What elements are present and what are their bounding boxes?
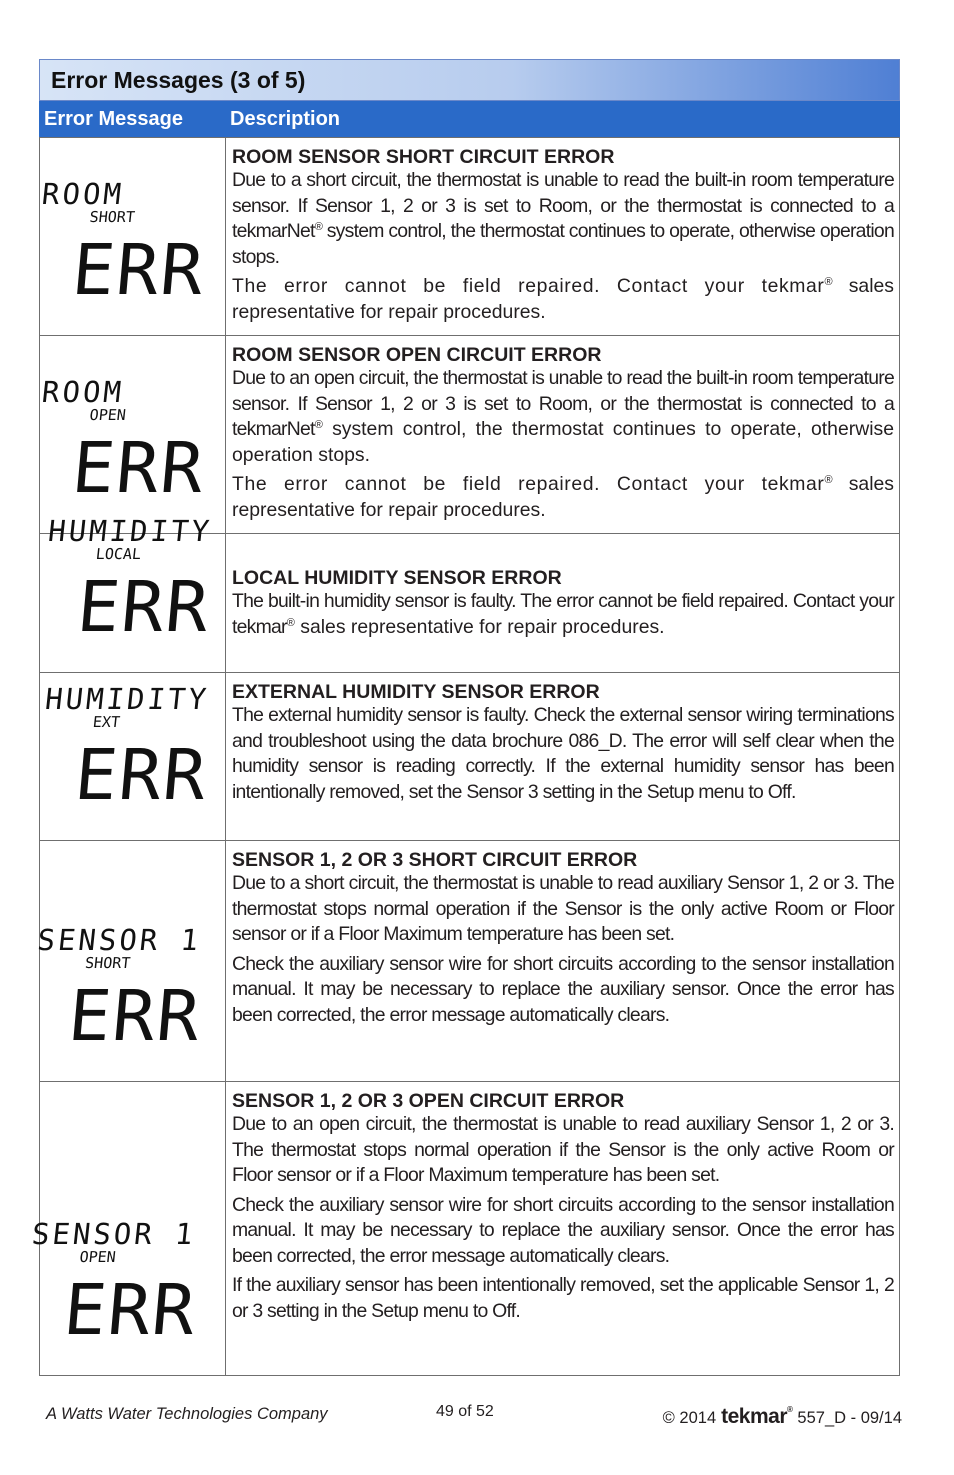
description-paragraph: The external humidity sensor is faulty. Check the external sensor wiring terminations and troubleshoot using the data brochure 086_D. The error will self clear when the humidity sensor is reading correctly. If the external humidity sensor has been intentionally removed, set the Sensor 3 setting in the Setup menu to Off. — [232, 704, 894, 803]
column-header-error-message: Error Message — [44, 107, 183, 130]
lcd-display-cell — [35, 841, 226, 1082]
tekmar-logo: tekmar® — [721, 1405, 793, 1428]
section-title: Error Messages (3 of 5) — [51, 66, 306, 93]
description-cell — [226, 336, 900, 534]
column-header-row — [39, 101, 900, 137]
column-header-description: Description — [230, 107, 341, 130]
description-paragraph: If the auxiliary sensor has been intentionally removed, set the applicable Sensor 1, 2 or 3 setting in the Setup menu to Off. — [232, 1274, 894, 1322]
copyright: © 2014 — [662, 1409, 717, 1427]
lcd-top-label: ROOM — [40, 375, 126, 409]
lcd-sub-label: SHORT — [88, 208, 136, 226]
error-rows — [30, 137, 900, 1376]
description-paragraph: Check the auxiliary sensor wire for short circuits according to the sensor installation manual. It may be necessary to replace the auxiliary sensor. Once the error has been corrected, the error message automatically clears. — [232, 952, 894, 1026]
lcd-top-label: SENSOR 1 — [35, 923, 203, 957]
lcd-err-code: ERR — [60, 1269, 201, 1351]
lcd-top-label: HUMIDITY — [43, 682, 211, 716]
description-paragraph: Due to an open circuit, the thermostat is unable to read the built-in room temperature sensor. If Sensor 1, 2 or 3 is set to Room, or the thermostat is connected to a tekmarNet® system control, the thermostat continues to operate, otherwise operation stops. — [232, 367, 894, 466]
lcd-sub-label: EXT — [91, 713, 121, 731]
lcd-top-label: SENSOR 1 — [30, 1217, 198, 1251]
lcd-display-cell — [40, 514, 226, 673]
table-row — [40, 336, 900, 534]
lcd-err-code: ERR — [74, 566, 214, 648]
lcd-sub-label: SHORT — [84, 954, 132, 972]
lcd-err-code: ERR — [68, 427, 209, 509]
lcd-display-cell — [40, 336, 226, 534]
page-footer — [46, 1403, 902, 1433]
lcd-sub-label: OPEN — [78, 1248, 117, 1266]
description-paragraph: Due to a short circuit, the thermostat is unable to read the built-in room temperature sensor. If Sensor 1, 2 or 3 is set to Room, or the thermostat is connected to a tekmarNet® system control, the thermostat continues to operate, otherwise operation stops. — [232, 169, 894, 268]
description-cell — [226, 841, 900, 1082]
footer-right — [663, 1405, 902, 1429]
description-paragraph: The error cannot be field repaired. Contact your tekmar® sales representative for repair procedures. — [232, 275, 895, 323]
lcd-display-room-short — [40, 138, 225, 336]
error-heading: EXTERNAL HUMIDITY SENSOR ERROR — [232, 681, 600, 703]
lcd-display-room-open — [40, 336, 225, 534]
lcd-err-code: ERR — [65, 975, 205, 1057]
lcd-sub-label: OPEN — [88, 406, 127, 424]
description-paragraph: Due to a short circuit, the thermostat is unable to read auxiliary Sensor 1, 2 or 3. The thermostat stops normal operation if the Sensor is the only active Room or Floor sensor or if a Floor Maximum temperature has been set. — [232, 872, 894, 945]
error-heading: SENSOR 1, 2 OR 3 OPEN CIRCUIT ERROR — [232, 1090, 625, 1112]
description-paragraph: The error cannot be field repaired. Contact your tekmar® sales representative for repair procedures. — [232, 473, 895, 521]
error-heading: ROOM SENSOR SHORT CIRCUIT ERROR — [232, 146, 615, 168]
document-code: 557_D - 09/14 — [797, 1409, 902, 1427]
lcd-display-cell — [40, 673, 226, 841]
description-cell — [226, 673, 900, 841]
table-row — [40, 534, 900, 673]
error-messages-table — [30, 59, 900, 1376]
lcd-top-label: ROOM — [40, 177, 126, 211]
lcd-top-label: HUMIDITY — [46, 514, 214, 548]
lcd-display-humidity-local — [40, 514, 225, 673]
lcd-err-code: ERR — [68, 229, 209, 311]
description-paragraph: Check the auxiliary sensor wire for short circuits according to the sensor installation manual. It may be necessary to replace the auxiliary sensor. Once the error has been corrected, the error message automatically clears. — [232, 1193, 894, 1267]
lcd-err-code: ERR — [71, 734, 212, 816]
error-heading: ROOM SENSOR OPEN CIRCUIT ERROR — [232, 344, 602, 366]
table-row — [40, 673, 900, 841]
error-heading: LOCAL HUMIDITY SENSOR ERROR — [232, 567, 562, 589]
description-cell — [226, 534, 900, 673]
lcd-display-cell — [40, 138, 226, 336]
lcd-display-sensor1-open — [30, 1082, 225, 1376]
table-row — [40, 138, 900, 336]
table-row — [40, 1082, 900, 1376]
page-number: 49 of 52 — [436, 1403, 494, 1420]
table-row — [40, 841, 900, 1082]
lcd-display-cell — [30, 1082, 226, 1376]
description-cell — [226, 1082, 900, 1376]
description-paragraph: The built-in humidity sensor is faulty. The error cannot be field repaired. Contact your tekmar® sales representative for repair procedures. — [232, 590, 894, 638]
description-cell — [226, 138, 900, 336]
lcd-display-sensor1-short — [35, 841, 225, 1082]
lcd-display-humidity-ext — [40, 673, 225, 841]
error-heading: SENSOR 1, 2 OR 3 SHORT CIRCUIT ERROR — [232, 849, 638, 871]
company-name: A Watts Water Technologies Company — [46, 1405, 328, 1423]
section-title-bar — [39, 59, 900, 101]
description-paragraph: Due to an open circuit, the thermostat is unable to read auxiliary Sensor 1, 2 or 3. The thermostat stops normal operation if the Sensor is the only active Room or Floor sensor or if a Floor Maximum temperature has been set. — [232, 1113, 894, 1186]
lcd-sub-label: LOCAL — [94, 545, 142, 563]
